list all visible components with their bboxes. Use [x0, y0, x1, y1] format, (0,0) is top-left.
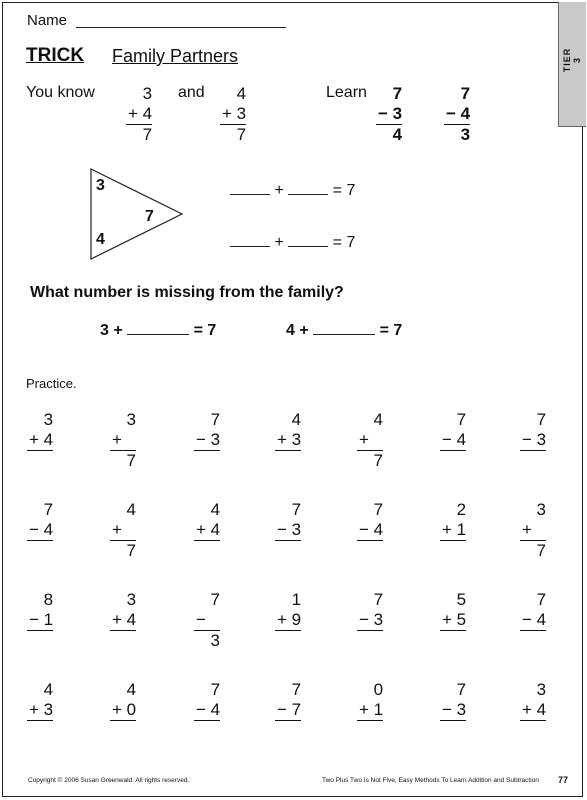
problem-second: − 3: [442, 700, 467, 719]
problem-answer: [275, 451, 301, 471]
problem-top: 4: [291, 410, 302, 429]
practice-problem: [194, 500, 220, 561]
problem-answer: 7: [236, 125, 247, 144]
you-know-label: You know: [26, 84, 95, 101]
problem-second: − 4: [522, 610, 547, 629]
problem-answer: [440, 721, 466, 741]
practice-problem: [194, 590, 220, 651]
problem-answer: [27, 631, 53, 651]
problem-second: − 3: [378, 104, 403, 123]
equation-row[interactable]: + = 7: [230, 232, 355, 252]
problem-second: − 4: [446, 104, 471, 123]
problem-top: 7: [456, 680, 467, 699]
practice-problem: [110, 410, 136, 471]
problem-top: 7: [210, 410, 221, 429]
problem-answer: [110, 721, 136, 741]
problem-second: − 3: [522, 430, 547, 449]
problem-top: 7: [43, 500, 54, 519]
problem-second: + 5: [442, 610, 467, 629]
problem-answer: 3: [210, 631, 220, 650]
practice-problem: [275, 590, 301, 651]
triangle-number: 3: [96, 177, 105, 194]
problem-second: + 9: [277, 610, 302, 629]
missing-prefix: 4 +: [286, 322, 314, 339]
practice-problem: [440, 500, 466, 561]
practice-problem: [440, 680, 466, 741]
problem-second: + 0: [112, 700, 137, 719]
blank-field[interactable]: [230, 232, 270, 247]
blank-field[interactable]: [288, 232, 328, 247]
problem-answer: [275, 541, 301, 561]
problem-second: + 4: [128, 104, 153, 123]
worksheet-page: [2, 2, 583, 797]
problem-answer: [110, 631, 136, 651]
problem-answer: [357, 721, 383, 741]
problem-top: 2: [456, 500, 467, 519]
learn-label: Learn: [326, 84, 367, 101]
problem-top: 5: [456, 590, 467, 609]
practice-problem: [520, 680, 546, 741]
practice-problem: [357, 500, 383, 561]
problem-answer: [275, 631, 301, 651]
problem-top: 7: [210, 590, 220, 609]
problem-answer: [27, 721, 53, 741]
problem-second: +: [520, 520, 546, 541]
practice-label: Practice.: [26, 376, 77, 391]
problem-top: 7: [291, 500, 302, 519]
problem-top: 4: [236, 84, 247, 103]
problem-answer: [520, 631, 546, 651]
problem-top: 3: [142, 84, 153, 103]
problem-second: +: [110, 520, 136, 541]
problem-second: + 3: [29, 700, 54, 719]
practice-problem: [27, 410, 53, 471]
problem-second: − 4: [196, 700, 221, 719]
problem-top: 3: [536, 680, 547, 699]
missing-number-item[interactable]: [100, 320, 216, 340]
practice-problem: [194, 410, 220, 471]
example-problem: [220, 84, 246, 145]
problem-top: 7: [460, 84, 471, 103]
problem-second: − 4: [442, 430, 467, 449]
page-number: 77: [558, 775, 569, 785]
blank-field[interactable]: [230, 180, 270, 195]
missing-suffix: = 7: [193, 322, 217, 339]
practice-problem: [357, 590, 383, 651]
practice-problem: [440, 410, 466, 471]
practice-problem: [27, 590, 53, 651]
practice-problem: [520, 590, 546, 651]
problem-top: 1: [291, 590, 302, 609]
problem-answer: 7: [126, 541, 136, 560]
practice-problem: [110, 680, 136, 741]
example-problem: [126, 84, 152, 145]
name-field-line[interactable]: [76, 27, 286, 28]
problem-second: −: [194, 610, 220, 631]
problem-answer: [520, 721, 546, 741]
problem-answer: 4: [392, 125, 403, 144]
problem-second: + 3: [277, 430, 302, 449]
problem-top: 8: [43, 590, 54, 609]
problem-second: + 4: [112, 610, 137, 629]
lesson-title: Family Partners: [112, 46, 239, 66]
blank-field[interactable]: [313, 320, 375, 335]
problem-top: 3: [126, 410, 136, 429]
problem-answer: [27, 451, 53, 471]
book-title-text: Two Plus Two Is Not Five, Easy Methods To Learn Addition and Subtraction: [322, 777, 539, 784]
problem-second: + 4: [196, 520, 221, 539]
problem-top: 7: [210, 680, 221, 699]
problem-answer: 3: [460, 125, 471, 144]
problem-top: 7: [373, 590, 384, 609]
problem-top: 7: [456, 410, 467, 429]
problem-second: +: [110, 430, 136, 451]
problem-top: 4: [210, 500, 221, 519]
problem-top: 7: [392, 84, 403, 103]
practice-problem: [275, 410, 301, 471]
problem-top: 3: [126, 590, 137, 609]
problem-answer: [357, 541, 383, 561]
problem-second: + 1: [442, 520, 467, 539]
problem-second: − 3: [277, 520, 302, 539]
practice-problem: [275, 680, 301, 741]
practice-problem: [440, 590, 466, 651]
problem-answer: [440, 451, 466, 471]
problem-answer: 7: [126, 451, 136, 470]
problem-top: 3: [536, 500, 546, 519]
problem-second: − 4: [359, 520, 384, 539]
practice-problem: [110, 500, 136, 561]
triangle-number: 4: [96, 231, 105, 248]
missing-suffix: = 7: [379, 322, 403, 339]
problem-answer: [440, 631, 466, 651]
problem-top: 0: [373, 680, 384, 699]
problem-second: − 3: [196, 430, 221, 449]
example-problem: [376, 84, 402, 145]
practice-problem: [194, 680, 220, 741]
missing-prefix: 3 +: [100, 322, 128, 339]
problem-top: 7: [536, 410, 547, 429]
problem-answer: [194, 451, 220, 471]
problem-top: 7: [536, 590, 547, 609]
practice-problem: [520, 410, 546, 471]
problem-answer: [194, 541, 220, 561]
blank-field[interactable]: [288, 180, 328, 195]
practice-problem: [27, 680, 53, 741]
problem-top: 4: [126, 500, 136, 519]
problem-second: + 3: [222, 104, 247, 123]
problem-second: − 7: [277, 700, 302, 719]
practice-problem: [357, 680, 383, 741]
problem-second: − 3: [359, 610, 384, 629]
problem-second: − 4: [29, 520, 54, 539]
practice-problem: [110, 590, 136, 651]
problem-second: + 1: [359, 700, 384, 719]
problem-top: 4: [373, 410, 383, 429]
equation-row[interactable]: + = 7: [230, 180, 355, 200]
problem-top: 4: [43, 680, 54, 699]
problem-answer: [275, 721, 301, 741]
problem-answer: 7: [536, 541, 546, 560]
name-label: Name: [27, 12, 68, 29]
problem-answer: [194, 721, 220, 741]
problem-top: 3: [43, 410, 54, 429]
blank-field[interactable]: [127, 320, 189, 335]
triangle-number: 7: [145, 208, 154, 225]
missing-number-item[interactable]: [286, 320, 402, 340]
problem-answer: [440, 541, 466, 561]
question-text: What number is missing from the family?: [30, 284, 344, 301]
problem-top: 7: [291, 680, 302, 699]
problem-answer: [520, 451, 546, 471]
problem-answer: [357, 631, 383, 651]
practice-problem: [27, 500, 53, 561]
problem-top: 7: [373, 500, 384, 519]
practice-problem: [520, 500, 546, 561]
problem-second: − 1: [29, 610, 54, 629]
problem-answer: 7: [142, 125, 153, 144]
problem-second: +: [357, 430, 383, 451]
problem-answer: [27, 541, 53, 561]
problem-second: + 4: [29, 430, 54, 449]
example-problem: [444, 84, 470, 145]
practice-problem: [275, 500, 301, 561]
problem-second: + 4: [522, 700, 547, 719]
problem-answer: 7: [373, 451, 383, 470]
problem-top: 4: [126, 680, 137, 699]
copyright-text: Copyright © 2006 Susan Greenwald. All rights reserved.: [28, 777, 190, 784]
and-label: and: [178, 84, 205, 101]
tier-label: TIER 3: [562, 47, 582, 73]
trick-heading: TRICK: [26, 45, 85, 66]
practice-problem: [357, 410, 383, 471]
